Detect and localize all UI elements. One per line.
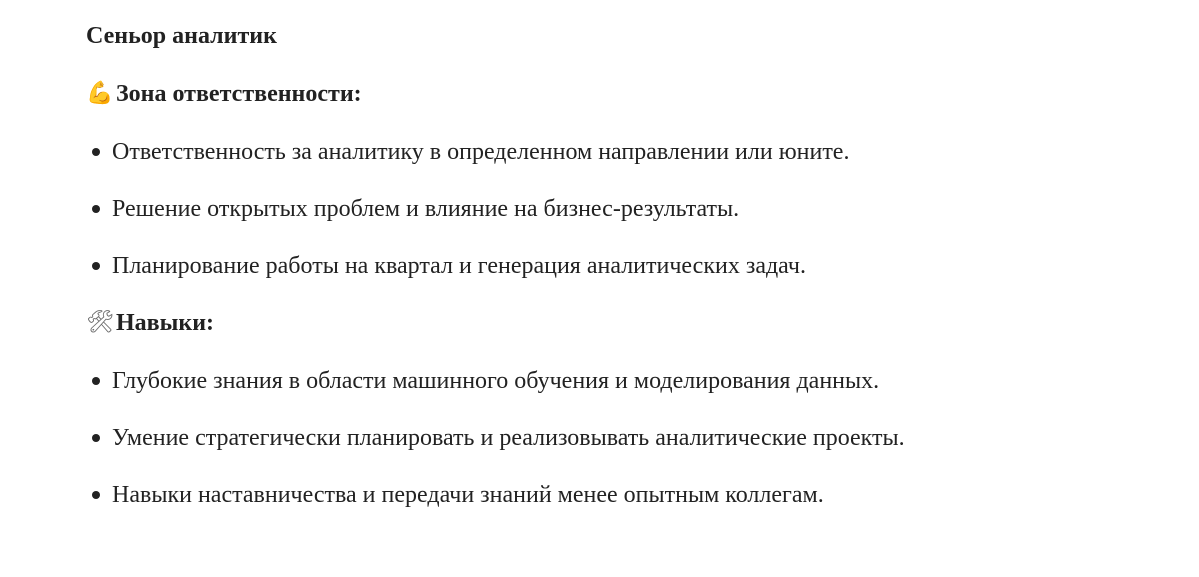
list-item-text: Глубокие знания в области машинного обучения и моделирования данных. bbox=[112, 368, 880, 394]
hammer-and-wrench-icon: 🛠 bbox=[86, 310, 114, 335]
list-item-text: Умение стратегически планировать и реализовывать аналитические проекты. bbox=[112, 425, 905, 451]
bullet-icon bbox=[92, 434, 100, 442]
list-item-text: Ответственность за аналитику в определенном направлении или юните. bbox=[112, 139, 850, 165]
bullet-icon bbox=[92, 377, 100, 385]
list-item bbox=[92, 250, 849, 282]
skills-list bbox=[92, 365, 905, 511]
bullet-icon bbox=[92, 205, 100, 213]
list-item-text: Планирование работы на квартал и генерация аналитических задач. bbox=[112, 253, 806, 279]
flexed-biceps-icon: 💪 bbox=[86, 81, 114, 106]
responsibility-list bbox=[92, 136, 849, 282]
list-item bbox=[92, 136, 849, 168]
section-heading-skills bbox=[86, 307, 214, 339]
section-heading-label: Зона ответственности: bbox=[116, 81, 362, 107]
list-item-text: Навыки наставничества и передачи знаний менее опытным коллегам. bbox=[112, 482, 824, 508]
list-item bbox=[92, 193, 849, 225]
bullet-icon bbox=[92, 262, 100, 270]
section-heading-responsibility bbox=[86, 78, 362, 110]
bullet-icon bbox=[92, 491, 100, 499]
page-title: Сеньор аналитик bbox=[86, 23, 277, 49]
bullet-icon bbox=[92, 148, 100, 156]
list-item bbox=[92, 422, 905, 454]
list-item bbox=[92, 365, 905, 397]
list-item-text: Решение открытых проблем и влияние на бизнес-результаты. bbox=[112, 196, 740, 222]
section-heading-label: Навыки: bbox=[116, 310, 215, 336]
list-item bbox=[92, 479, 905, 511]
